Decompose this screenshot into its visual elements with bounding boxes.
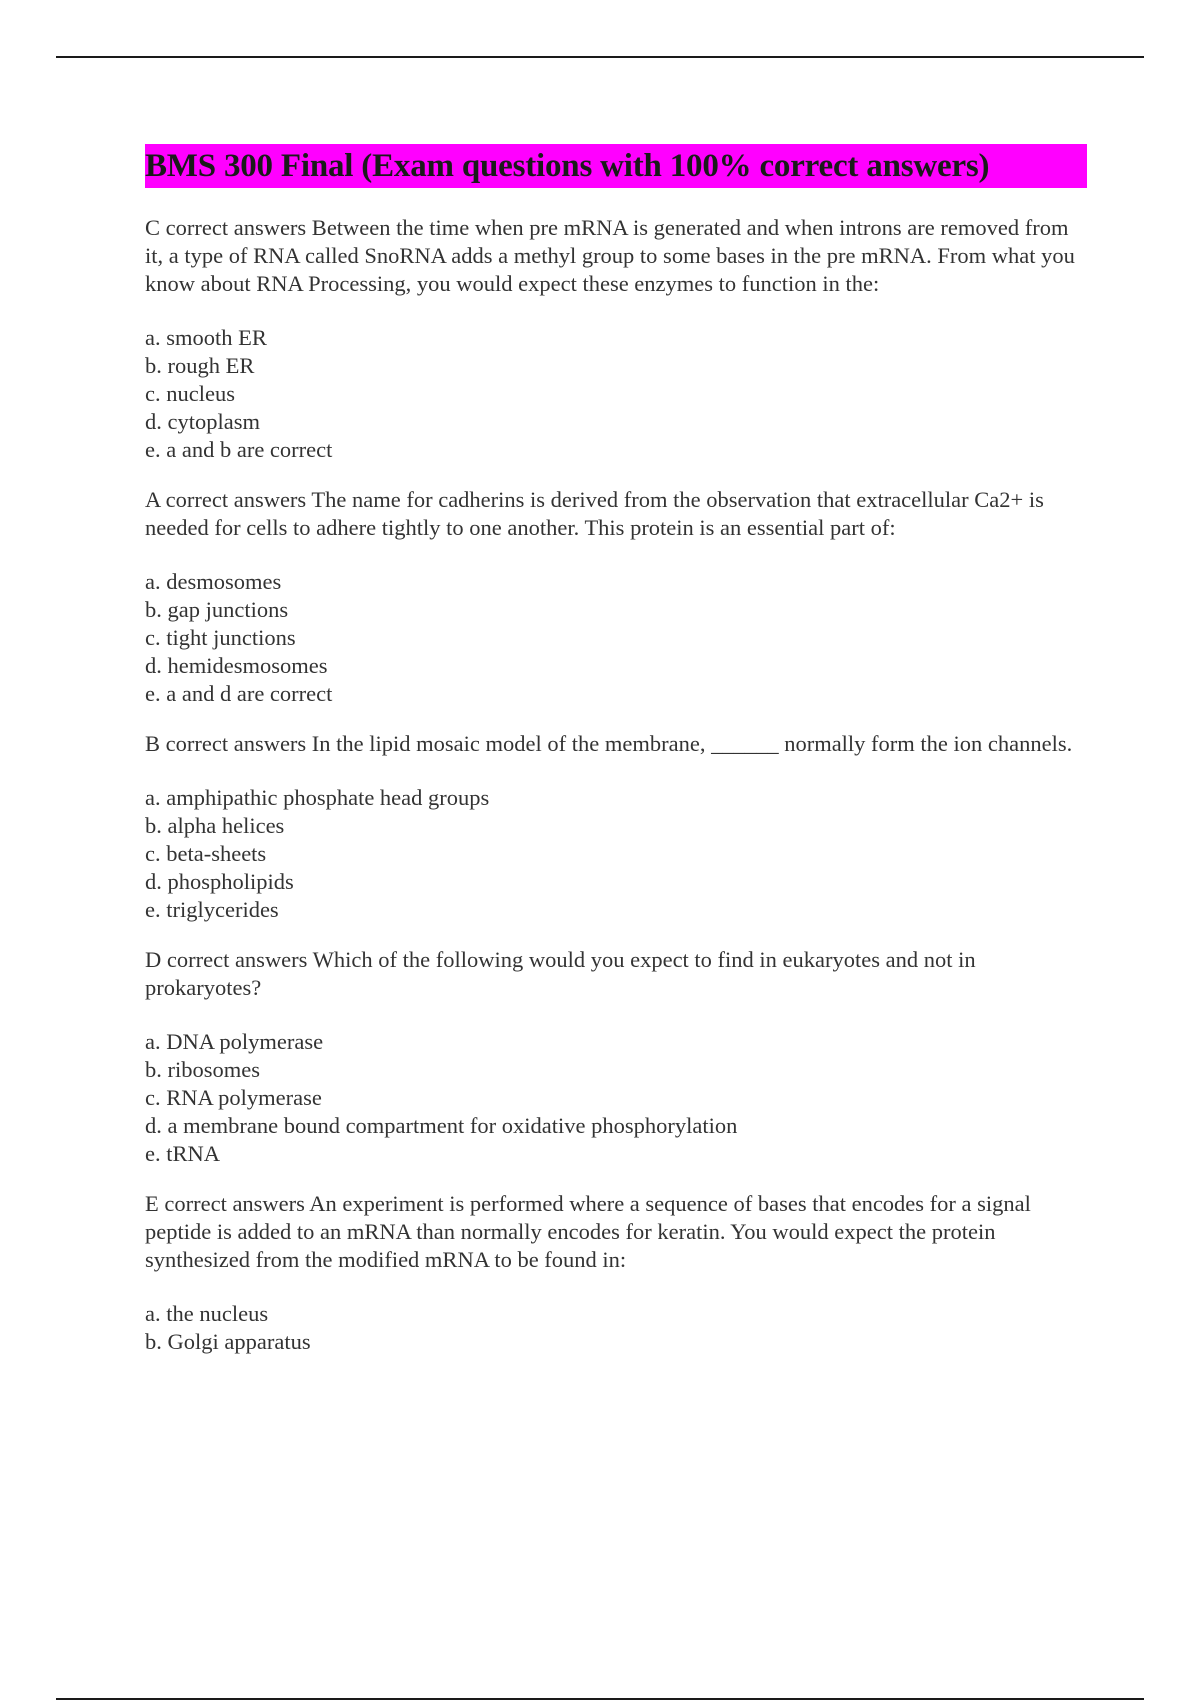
answer-option: d. hemidesmosomes	[145, 653, 328, 678]
answer-options	[145, 784, 1095, 924]
document-title: BMS 300 Final (Exam questions with 100% correct answers)	[145, 144, 1087, 188]
answer-option: b. rough ER	[145, 353, 255, 378]
answer-option: a. DNA polymerase	[145, 1029, 324, 1054]
question-text: B correct answers In the lipid mosaic model of the membrane, ______ normally form the ion channels.	[145, 731, 1073, 756]
answer-option: a. amphipathic phosphate head groups	[145, 785, 490, 810]
question-4	[145, 946, 1095, 1168]
answer-option: a. the nucleus	[145, 1301, 269, 1326]
answer-option: c. nucleus	[145, 381, 235, 406]
question-1	[145, 214, 1095, 464]
question-text: E correct answers An experiment is performed where a sequence of bases that encodes for a signal peptide is added to an mRNA than normally encodes for keratin. You would expect the protein synthesized from the modified mRNA to be found in:	[145, 1191, 1031, 1272]
answer-option: a. smooth ER	[145, 325, 267, 350]
question-5	[145, 1190, 1095, 1356]
answer-option: b. alpha helices	[145, 813, 285, 838]
document-body	[145, 144, 1095, 1356]
answer-option: d. phospholipids	[145, 869, 294, 894]
question-3	[145, 730, 1095, 924]
answer-option: c. RNA polymerase	[145, 1085, 322, 1110]
answer-option: e. a and d are correct	[145, 681, 333, 706]
answer-option: d. cytoplasm	[145, 409, 260, 434]
answer-option: b. ribosomes	[145, 1057, 260, 1082]
answer-option: e. a and b are correct	[145, 437, 333, 462]
answer-option: a. desmosomes	[145, 569, 282, 594]
answer-option: c. tight junctions	[145, 625, 296, 650]
answer-options	[145, 324, 1095, 464]
question-text: D correct answers Which of the following would you expect to find in eukaryotes and not in prokaryotes?	[145, 947, 976, 1000]
answer-option: e. triglycerides	[145, 897, 279, 922]
answer-option: b. Golgi apparatus	[145, 1329, 311, 1354]
answer-option: b. gap junctions	[145, 597, 289, 622]
answer-options	[145, 1300, 1095, 1356]
answer-option: d. a membrane bound compartment for oxidative phosphorylation	[145, 1113, 738, 1138]
answer-option: e. tRNA	[145, 1141, 220, 1166]
question-2	[145, 486, 1095, 708]
top-divider	[56, 56, 1144, 58]
answer-options	[145, 1028, 1095, 1168]
question-text: C correct answers Between the time when pre mRNA is generated and when introns are removed from it, a type of RNA called SnoRNA adds a methyl group to some bases in the pre mRNA. From what you know about RNA Processing, you would expect these enzymes to function in the:	[145, 215, 1075, 296]
answer-option: c. beta-sheets	[145, 841, 267, 866]
answer-options	[145, 568, 1095, 708]
question-text: A correct answers The name for cadherins is derived from the observation that extracellular Ca2+ is needed for cells to adhere tightly to one another. This protein is an essential part of:	[145, 487, 1044, 540]
